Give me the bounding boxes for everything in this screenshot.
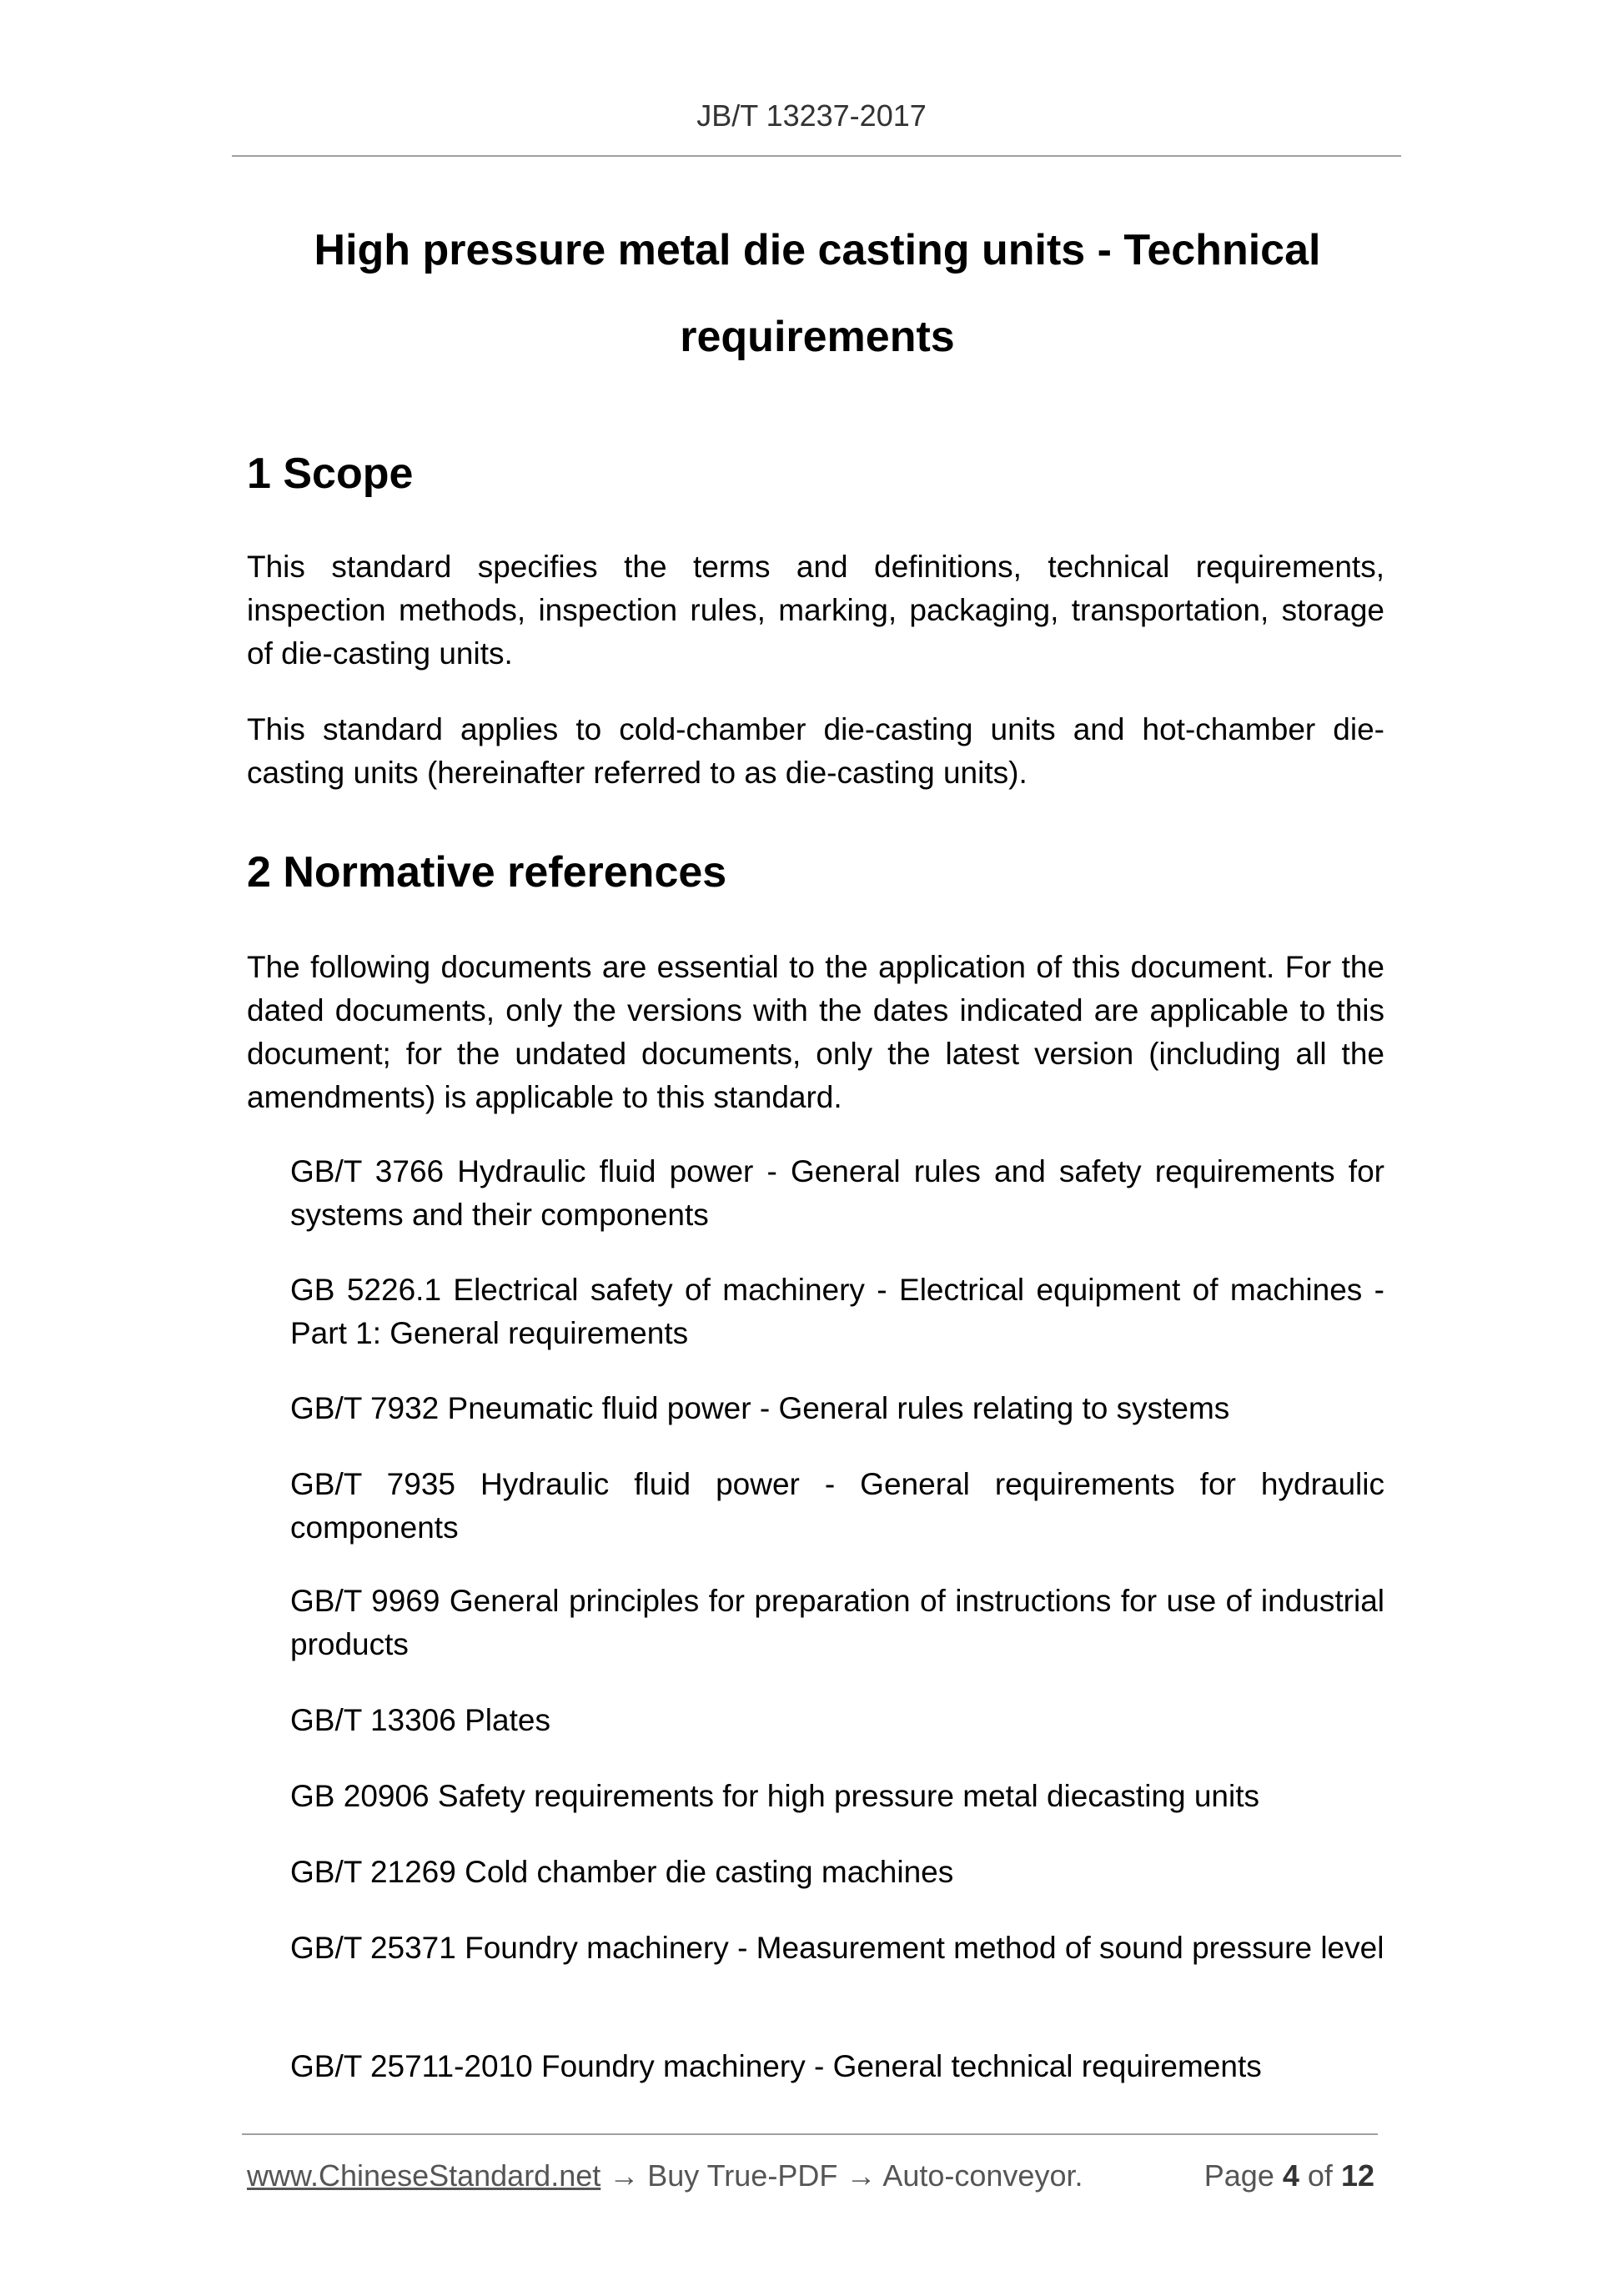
section-heading: 2 Normative references	[247, 848, 727, 897]
scope-paragraph-2	[247, 708, 1384, 795]
paragraph: This standard applies to cold-chamber die-casting units and hot-chamber die-casting units (hereinafter referred to as die-casting units).	[247, 712, 1384, 790]
section-heading: 1 Scope	[247, 450, 414, 498]
document-code-header: JB/T 13237-2017	[696, 98, 927, 133]
page-footer	[247, 2158, 1374, 2193]
website-link[interactable]: www.ChineseStandard.net	[247, 2158, 601, 2193]
list-item: GB/T 3766 Hydraulic fluid power - General rules and safety requirements for systems and their components	[290, 1154, 1384, 1232]
document-title: High pressure metal die casting units - Technical requirements	[314, 226, 1321, 361]
page-label: Page	[1203, 2158, 1274, 2193]
list-item: GB/T 25371 Foundry machinery - Measurement method of sound pressure level	[290, 1931, 1384, 1965]
section-normative-references	[247, 847, 1384, 897]
list-item: GB/T 9969 General principles for preparation of instructions for use of industrial products	[290, 1584, 1384, 1661]
list-item: GB/T 13306 Plates	[290, 1703, 550, 1737]
list-item: GB/T 25711-2010 Foundry machinery - General technical requirements	[290, 2049, 1262, 2083]
footer-divider	[242, 2133, 1378, 2135]
list-item: GB/T 21269 Cold chamber die casting machines	[290, 1855, 954, 1889]
section-scope	[247, 449, 1384, 499]
scope-paragraph-1	[247, 545, 1384, 676]
header-divider	[232, 155, 1401, 157]
page-indicator	[1204, 2158, 1374, 2193]
paragraph: This standard specifies the terms and definitions, technical requirements, inspection methods, inspection rules, marking, packaging, transportation, storage of die-casting units.	[247, 550, 1384, 671]
page-total: 12	[1340, 2158, 1374, 2193]
references-intro-paragraph	[247, 946, 1384, 1119]
list-item: GB 5226.1 Electrical safety of machinery - Electrical equipment of machines - Part 1: General requirements	[290, 1273, 1384, 1350]
list-item: GB/T 7935 Hydraulic fluid power - General requirements for hydraulic components	[290, 1467, 1384, 1545]
footer-trail-text: → Buy True-PDF → Auto-conveyor.	[600, 2158, 1083, 2193]
list-item: GB/T 7932 Pneumatic fluid power - General rules relating to systems	[290, 1391, 1230, 1425]
of-label: of	[1307, 2158, 1333, 2193]
list-item: GB 20906 Safety requirements for high pressure metal diecasting units	[290, 1779, 1260, 1813]
paragraph: The following documents are essential to the application of this document. For the dated documents, only the versions with the dates indicated are applicable to this document; for the undated documents, only the latest version (including all the amendments) is applicable to this standard.	[247, 950, 1384, 1114]
page-number: 4	[1282, 2158, 1299, 2193]
